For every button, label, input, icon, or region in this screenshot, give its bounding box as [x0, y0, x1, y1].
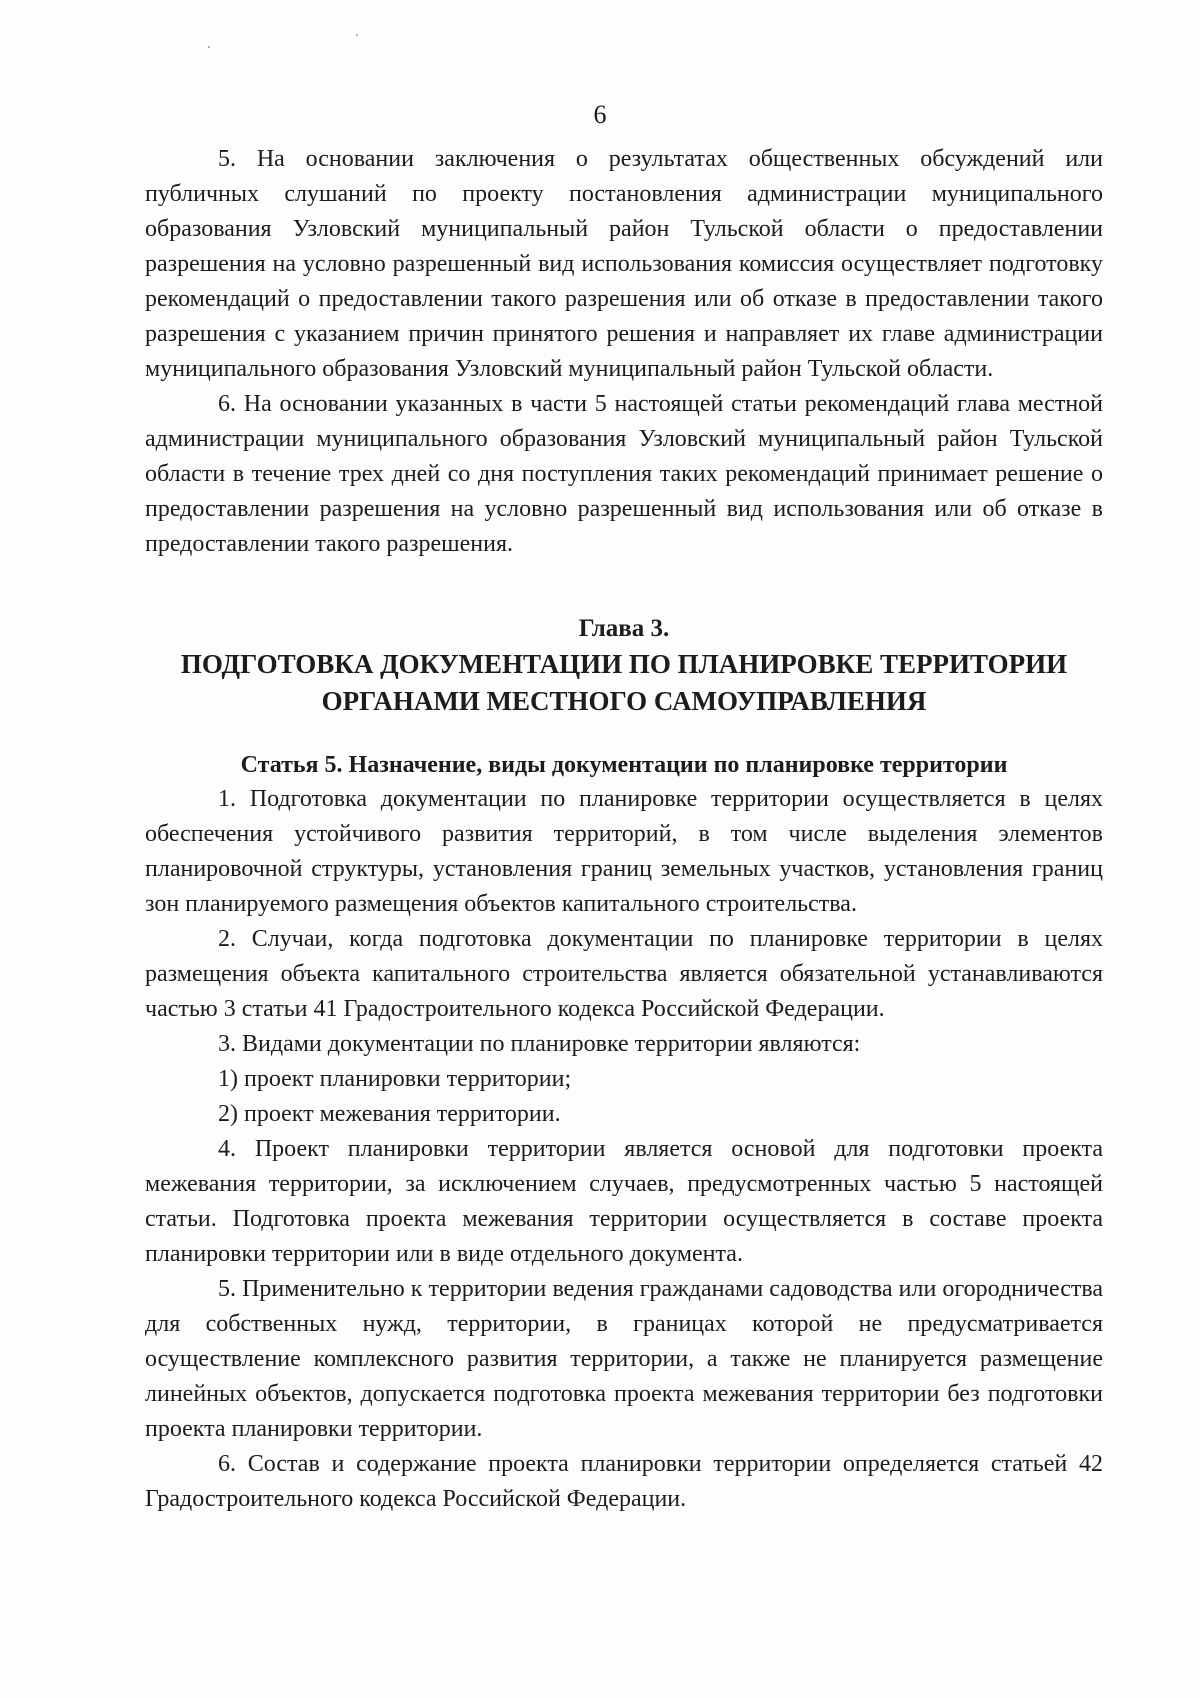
- article-paragraph-2: 2. Случаи, когда подготовка документации по планировке территории в целях размещения объекта капитального строительства является обязательной устанавливаются частью 3 статьи 41 Градостроительного кодекса Российской Федерации.: [145, 926, 1103, 1022]
- article-paragraph-1: 1. Подготовка документации по планировке территории осуществляется в целях обеспечения устойчивого развития территорий, в том числе выделения элементов планировочной структуры, установления границ земельных участков, установления границ зон планируемого размещения объектов капитального строительства.: [145, 786, 1103, 917]
- paragraph-5: 5. На основании заключения о результатах общественных обсуждений или публичных слушаний по проекту постановления администрации муниципального образования Узловский муниципальный район Тульской области о предоставлении разрешения на условно разрешенный вид использования комиссия осуществляет подготовку рекомендаций о предоставлении такого разрешения или об отказе в предоставлении такого разрешения с указанием причин принятого решения и направляет их главе администрации муниципального образования Узловский муниципальный район Тульской области.: [145, 146, 1103, 382]
- article-paragraph-5: 5. Применительно к территории ведения гражданами садоводства или огородничества для собственных нужд, территории, в границах которой не предусматривается осуществление комплексного развития территории, а также не планируется размещение линейных объектов, допускается подготовка проекта межевания территории без подготовки проекта планировки территории.: [145, 1276, 1103, 1442]
- article-paragraph-6: 6. Состав и содержание проекта планировки территории определяется статьей 42 Градостроительного кодекса Российской Федерации.: [145, 1451, 1103, 1512]
- article-paragraph-4: 4. Проект планировки территории является основой для подготовки проекта межевания территории, за исключением случаев, предусмотренных частью 5 настоящей статьи. Подготовка проекта межевания территории осуществляется в составе проекта планировки территории или в виде отдельного документа.: [145, 1136, 1103, 1267]
- article-title: Статья 5. Назначение, виды документации по планировке территории: [240, 752, 1008, 778]
- page-number: 6: [593, 100, 607, 129]
- document-body: [145, 142, 1103, 1517]
- paragraph-6: 6. На основании указанных в части 5 настоящей статьи рекомендаций глава местной администрации муниципального образования Узловский муниципальный район Тульской области в течение трех дней со дня поступления таких рекомендаций принимает решение о предоставлении разрешения на условно разрешенный вид использования или об отказе в предоставлении такого разрешения.: [145, 391, 1103, 557]
- scan-speck: [356, 34, 358, 36]
- chapter-title-line2: ОРГАНАМИ МЕСТНОГО САМОУПРАВЛЕНИЯ: [321, 686, 927, 716]
- chapter-title-line1: ПОДГОТОВКА ДОКУМЕНТАЦИИ ПО ПЛАНИРОВКЕ ТЕРРИТОРИИ: [180, 649, 1068, 679]
- list-item-1: 1) проект планировки территории;: [218, 1066, 572, 1092]
- list-item-2: 2) проект межевания территории.: [218, 1101, 561, 1127]
- chapter-number: Глава 3.: [578, 615, 670, 642]
- article-paragraph-3: 3. Видами документации по планировке территории являются:: [218, 1031, 861, 1057]
- scan-speck: [208, 46, 210, 48]
- chapter-heading: [145, 612, 1103, 720]
